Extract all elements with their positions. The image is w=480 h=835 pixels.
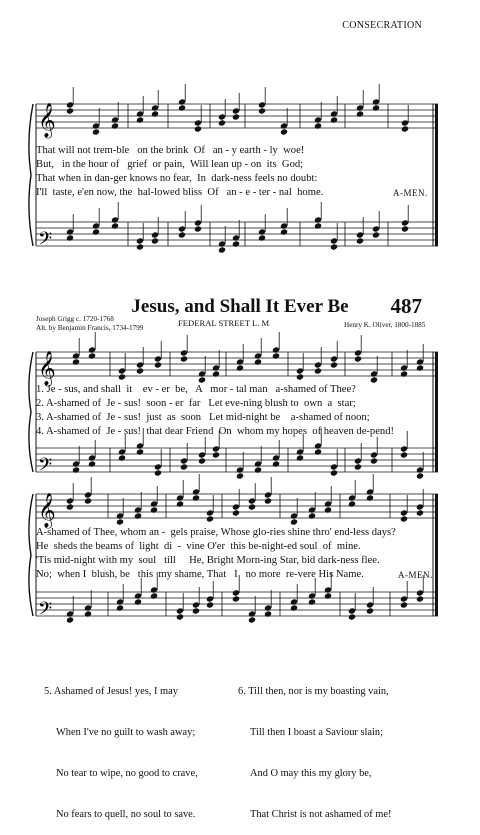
note-head: [151, 110, 159, 117]
note-head: [248, 616, 256, 623]
note-head: [154, 361, 162, 368]
note-head: [416, 595, 424, 602]
note-head: [264, 497, 272, 504]
note-head: [272, 460, 280, 467]
note-head: [324, 506, 332, 513]
note-head: [198, 457, 206, 464]
note-head: [154, 469, 162, 476]
note-head: [136, 243, 144, 250]
note-head: [178, 104, 186, 111]
note-head: [232, 595, 240, 602]
verse-5-line-4: No fears to quell, no soul to save.: [56, 808, 196, 820]
note-head: [330, 469, 338, 476]
note-head: [400, 370, 408, 377]
note-head: [136, 448, 144, 455]
note-head: [66, 503, 74, 510]
alteration-credit: Alt. by Benjamin Francis, 1734-1799: [36, 324, 144, 332]
hymn-number: 487: [390, 294, 422, 318]
note-head: [401, 225, 409, 232]
s1-lyric-line-4: 4. A-shamed of Je - sus! that dear Friend On whom my hopes of heaven de-pend!: [36, 426, 395, 437]
note-head: [134, 598, 142, 605]
verse-5-line-1: 5. Ashamed of Jesus! yes, I may: [44, 686, 178, 698]
note-head: [366, 607, 374, 614]
bass-clef: 𝄢: [38, 229, 53, 254]
hymn-title: Jesus, and Shall It Ever Be: [131, 296, 349, 317]
author-credit: Joseph Grigg c. 1720-1768: [36, 315, 114, 323]
note-head: [88, 352, 96, 359]
treble-clef: 𝄞: [38, 493, 56, 528]
note-head: [416, 364, 424, 371]
treble-clef: 𝄞: [38, 103, 56, 138]
note-head: [348, 500, 356, 507]
hymn-amen: A-MEN.: [398, 570, 433, 580]
note-head: [111, 222, 119, 229]
note-head: [134, 512, 142, 519]
s1-lyric-line-2: 2. A-shamed of Je - sus! soon - er far Let eve-ning blush to own a star;: [36, 398, 356, 409]
note-head: [416, 472, 424, 479]
note-head: [150, 506, 158, 513]
note-head: [178, 231, 186, 238]
note-head: [180, 463, 188, 470]
note-head: [194, 125, 202, 132]
verse-6-line-3: And O may this my glory be,: [250, 767, 372, 779]
bass-clef: 𝄢: [38, 455, 53, 480]
note-head: [354, 355, 362, 362]
note-head: [370, 457, 378, 464]
verse-5-line-2: When I've no guilt to wash away;: [56, 726, 196, 738]
verse-6-line-4: That Christ is not ashamed of me!: [250, 808, 392, 820]
note-head: [88, 460, 96, 467]
note-head: [116, 604, 124, 611]
prev-lyric-line-4: I'll taste, e'en now, the hal-lowed bliss Of an - e - ter - nal home.: [36, 187, 324, 198]
prev-amen: A-MEN.: [393, 188, 428, 198]
note-head: [356, 237, 364, 244]
bass-clef: 𝄢: [38, 599, 53, 624]
note-head: [314, 448, 322, 455]
note-head: [180, 355, 188, 362]
note-head: [400, 601, 408, 608]
note-head: [66, 616, 74, 623]
verse-6-line-1: 6. Till then, nor is my boasting vain,: [238, 686, 389, 698]
note-head: [176, 613, 184, 620]
note-head: [366, 494, 374, 501]
note-head: [212, 451, 220, 458]
verse-6-line-2: Till then I boast a Saviour slain;: [250, 726, 383, 738]
note-head: [330, 243, 338, 250]
s2-lyric-line-1: A-shamed of Thee, whom an - gels praise, Whose glo-ries shine thro' end-less days?: [36, 527, 396, 538]
note-head: [232, 113, 240, 120]
note-head: [236, 472, 244, 479]
note-head: [370, 376, 378, 383]
note-head: [218, 246, 226, 253]
note-head: [232, 509, 240, 516]
note-head: [258, 107, 266, 114]
note-head: [401, 125, 409, 132]
note-head: [84, 610, 92, 617]
note-head: [308, 598, 316, 605]
note-head: [296, 373, 304, 380]
note-head: [356, 110, 364, 117]
note-head: [324, 592, 332, 599]
note-head: [150, 592, 158, 599]
verse-6: [238, 658, 391, 835]
note-head: [308, 512, 316, 519]
note-head: [66, 107, 74, 114]
note-head: [206, 515, 214, 522]
prev-lyric-line-2: But, in the hour of grief or pain, Will lean up - on its God;: [36, 159, 304, 170]
note-head: [372, 104, 380, 111]
note-head: [118, 454, 126, 461]
note-head: [372, 231, 380, 238]
note-head: [254, 358, 262, 365]
treble-clef: 𝄞: [38, 351, 56, 386]
note-head: [192, 607, 200, 614]
note-head: [264, 610, 272, 617]
note-head: [272, 352, 280, 359]
note-head: [314, 222, 322, 229]
note-head: [290, 604, 298, 611]
note-head: [348, 613, 356, 620]
note-head: [290, 518, 298, 525]
note-head: [232, 240, 240, 247]
s2-lyric-line-2: He sheds the beams of light di - vine O'er this be-night-ed soul of mine.: [36, 541, 361, 552]
note-head: [314, 367, 322, 374]
note-head: [136, 116, 144, 123]
s2-lyric-line-3: 'Tis mid-night with my soul till He, Bright Morn-ing Star, bid dark-ness flee.: [36, 555, 380, 566]
note-head: [400, 451, 408, 458]
note-head: [218, 119, 226, 126]
note-head: [280, 128, 288, 135]
note-head: [236, 364, 244, 371]
prev-lyric-line-3: That when in dan-ger knows no fear, In dark-ness feels no doubt:: [36, 173, 318, 184]
note-head: [136, 367, 144, 374]
note-head: [330, 361, 338, 368]
note-head: [296, 454, 304, 461]
note-head: [206, 601, 214, 608]
note-head: [92, 228, 100, 235]
s2-lyric-line-4: No; when I blush, be this my shame, That I no more re-vere His Name.: [36, 569, 364, 580]
s1-lyric-line-1: 1. Je - sus, and shall it ev - er be, A mor - tal man a-shamed of Thee?: [36, 384, 356, 395]
note-head: [111, 122, 119, 129]
note-head: [258, 234, 266, 241]
note-head: [72, 358, 80, 365]
note-head: [212, 370, 220, 377]
composer-credit: Henry K. Oliver, 1800-1885: [344, 321, 426, 329]
note-head: [254, 466, 262, 473]
system-brace: [29, 104, 33, 246]
note-head: [118, 373, 126, 380]
system-brace: [29, 352, 33, 472]
note-head: [248, 503, 256, 510]
note-head: [176, 500, 184, 507]
section-label: CONSECRATION: [342, 20, 422, 31]
note-head: [151, 237, 159, 244]
note-head: [194, 225, 202, 232]
note-head: [416, 509, 424, 516]
system-brace: [29, 494, 33, 616]
tune-name: FEDERAL STREET L. M: [178, 318, 270, 328]
prev-lyric-line-1: That will not trem-ble on the brink Of an - y earth - ly woe!: [36, 145, 305, 156]
note-head: [116, 518, 124, 525]
verse-5: [44, 658, 198, 835]
note-head: [84, 497, 92, 504]
note-head: [66, 234, 74, 241]
note-head: [314, 122, 322, 129]
note-head: [354, 463, 362, 470]
note-head: [280, 228, 288, 235]
note-head: [92, 128, 100, 135]
note-head: [192, 494, 200, 501]
note-head: [72, 466, 80, 473]
note-head: [400, 515, 408, 522]
verse-5-line-3: No tear to wipe, no good to crave,: [56, 767, 198, 779]
note-head: [330, 116, 338, 123]
s1-lyric-line-3: 3. A-shamed of Je - sus! just as soon Let mid-night be a-shamed of noon;: [36, 412, 370, 423]
